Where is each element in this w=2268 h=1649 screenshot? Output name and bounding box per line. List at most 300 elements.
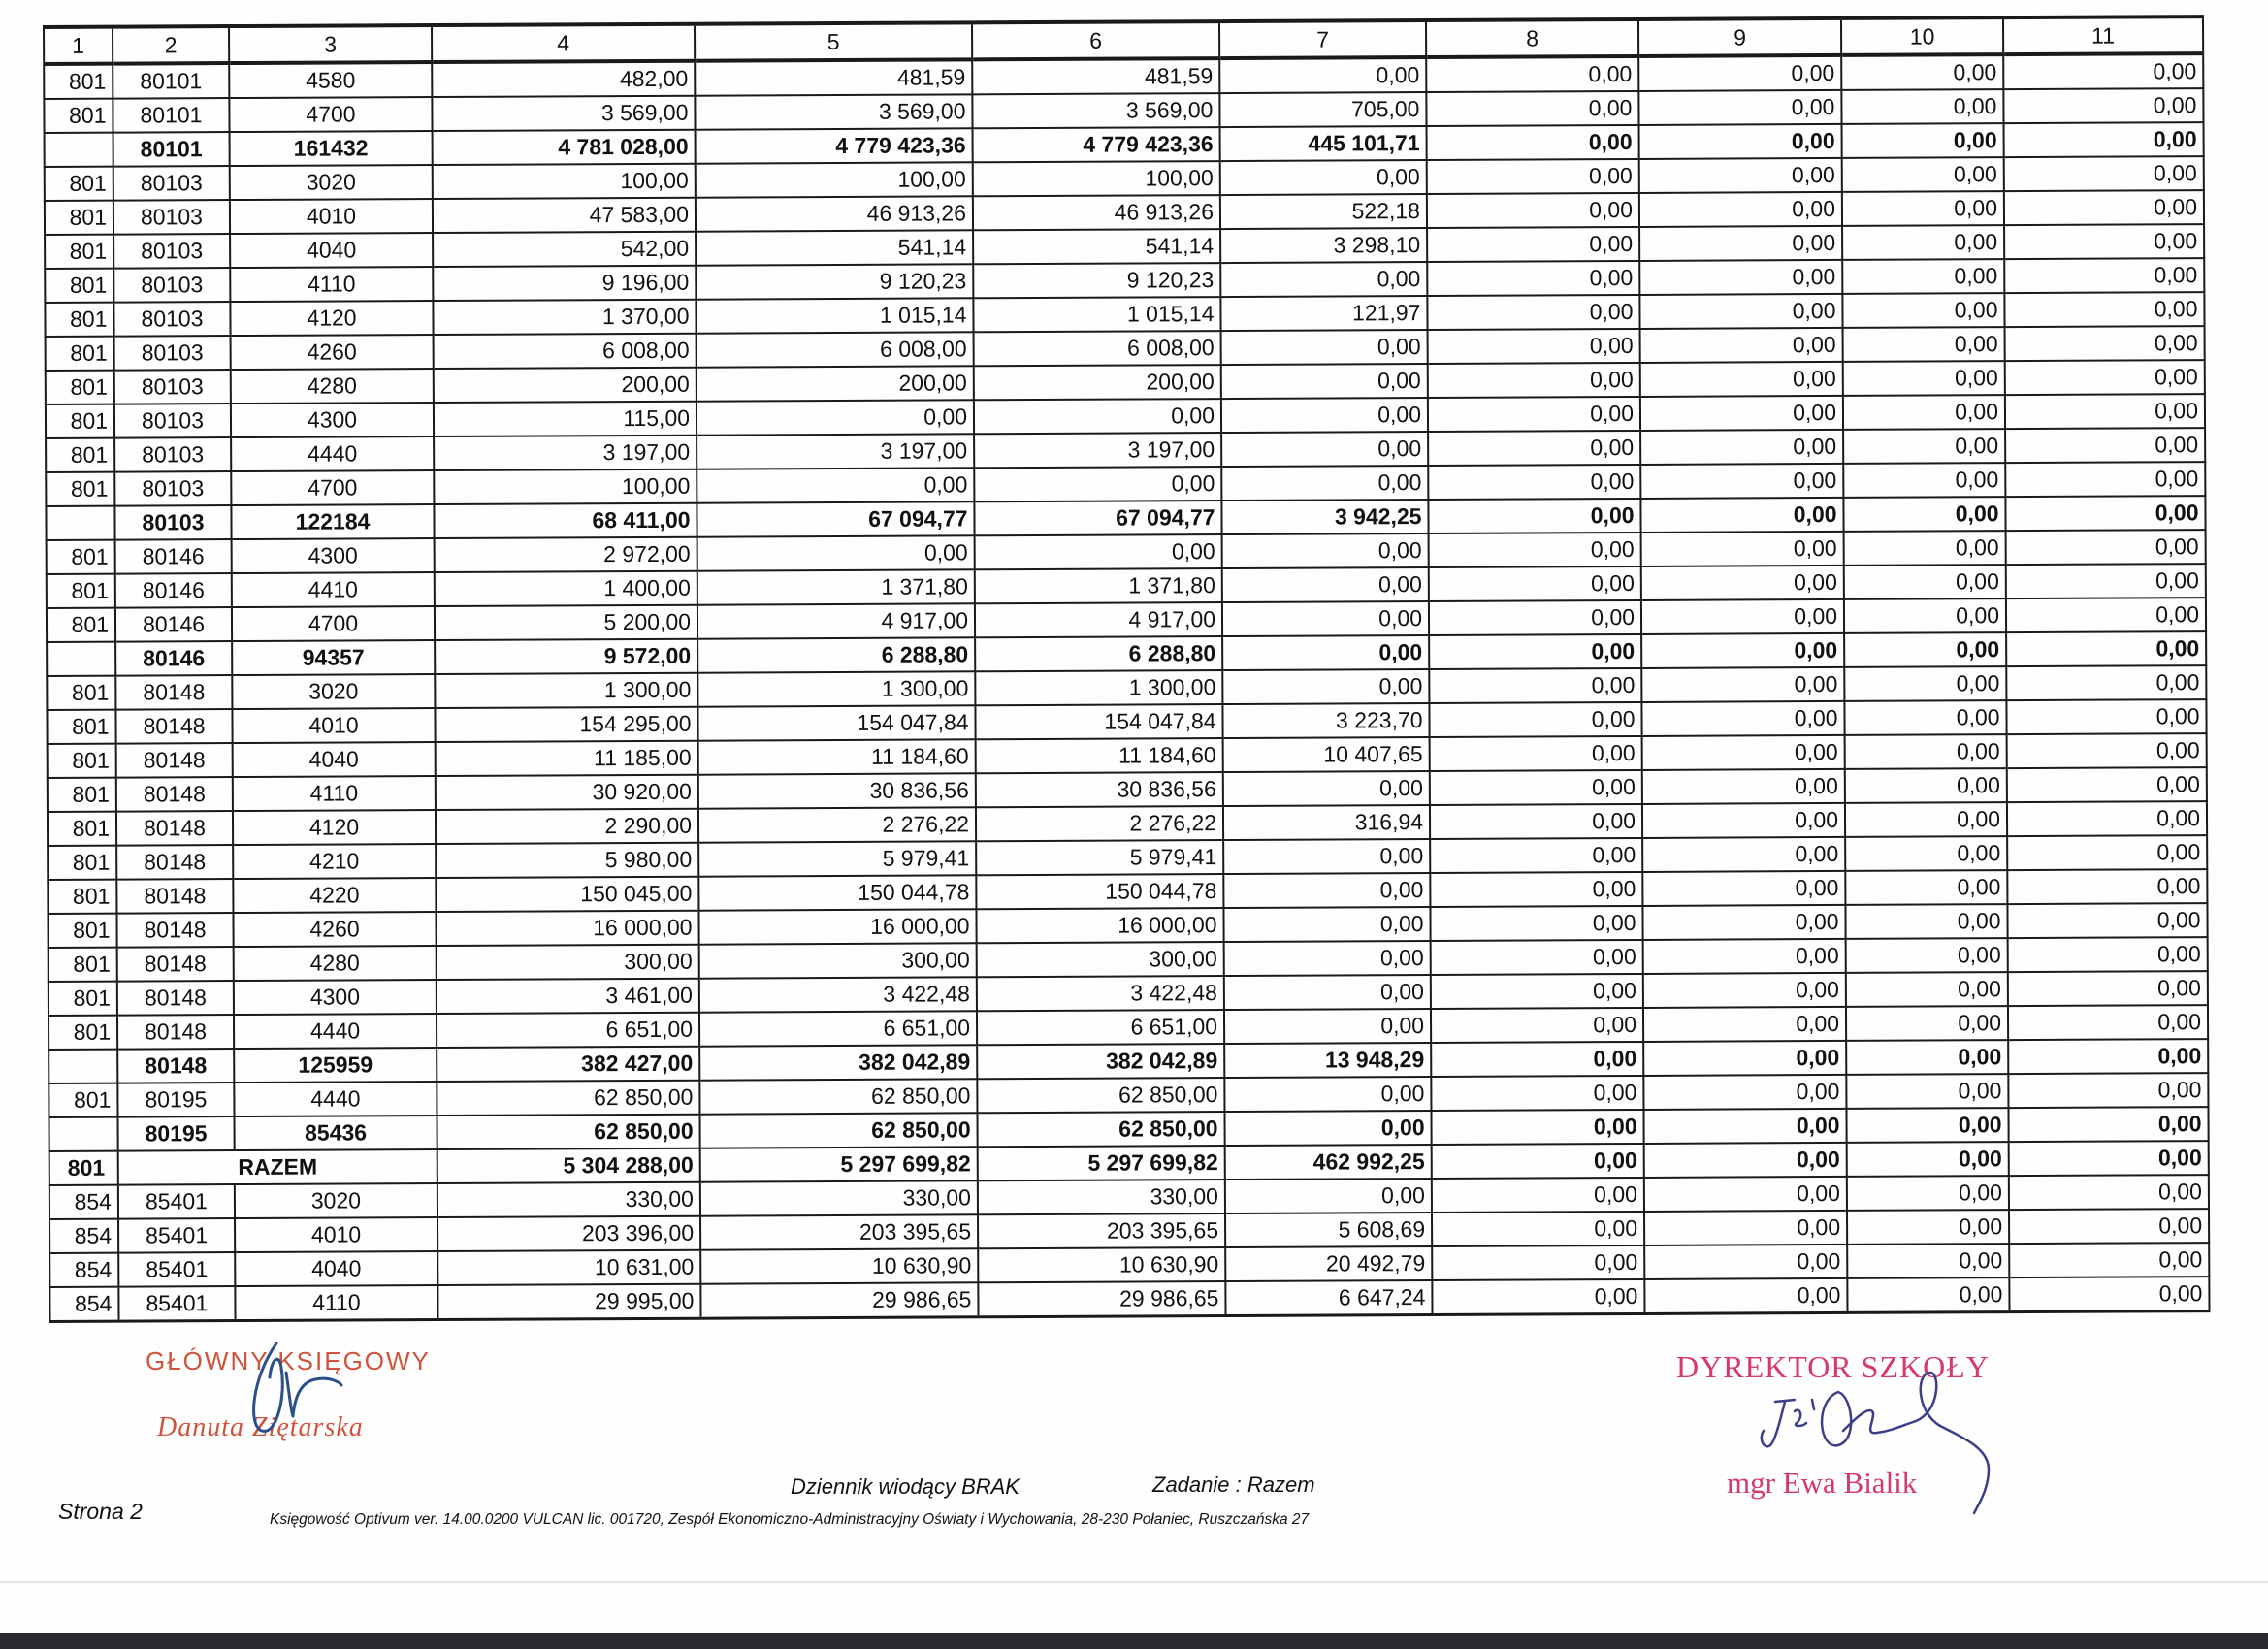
budget-ledger-table — [43, 15, 2211, 1323]
amount-cell: 0,00 — [2009, 1243, 2209, 1277]
section-total-label: RAZEM — [118, 1149, 437, 1185]
amount-cell: 3 422,48 — [699, 977, 977, 1012]
amount-cell: 0,00 — [2003, 53, 2203, 89]
section-cell: 801 — [49, 1016, 117, 1050]
amount-cell: 0,00 — [1642, 803, 1845, 838]
amount-cell: 1 371,80 — [975, 568, 1222, 603]
amount-cell: 0,00 — [1221, 330, 1428, 365]
amount-cell: 0,00 — [1431, 1008, 1643, 1043]
journal-label: Dziennik wiodący BRAK — [791, 1474, 1020, 1499]
chapter-cell: 80103 — [113, 268, 230, 303]
amount-cell: 200,00 — [697, 366, 974, 401]
paragraph-cell: 4040 — [233, 742, 436, 777]
section-cell: 801 — [45, 167, 113, 201]
amount-cell: 0,00 — [1643, 939, 1846, 974]
amount-cell: 6 008,00 — [697, 332, 974, 367]
chapter-cell: 80101 — [113, 98, 229, 133]
amount-cell: 0,00 — [1221, 432, 1428, 467]
amount-cell: 382 427,00 — [437, 1047, 699, 1082]
amount-cell: 300,00 — [699, 943, 977, 978]
amount-cell: 0,00 — [2005, 462, 2205, 497]
chapter-cell: 80148 — [116, 743, 233, 778]
amount-cell: 0,00 — [1843, 497, 2005, 532]
amount-cell: 0,00 — [1843, 463, 2005, 498]
amount-cell: 30 836,56 — [698, 773, 976, 808]
chapter-cell: 80103 — [113, 166, 230, 201]
amount-cell: 0,00 — [1221, 398, 1428, 433]
amount-cell: 3 569,00 — [972, 93, 1219, 128]
amount-cell: 0,00 — [1845, 836, 2007, 871]
amount-cell: 0,00 — [1642, 871, 1845, 906]
amount-cell: 0,00 — [1426, 56, 1638, 92]
director-stamp — [1669, 1343, 2076, 1518]
amount-cell: 150 045,00 — [436, 877, 698, 912]
amount-cell: 0,00 — [1222, 601, 1429, 636]
amount-cell: 0,00 — [1846, 1074, 2008, 1109]
amount-cell: 4 781 028,00 — [433, 130, 696, 165]
amount-cell: 0,00 — [1644, 1177, 1847, 1212]
amount-cell: 0,00 — [1846, 972, 2008, 1007]
amount-cell: 1 300,00 — [435, 673, 697, 708]
section-cell: 801 — [48, 846, 116, 880]
stamp-name: Danuta Ziętarska — [157, 1412, 364, 1442]
amount-cell: 0,00 — [1640, 362, 1843, 397]
chapter-cell: 80195 — [118, 1116, 235, 1151]
chapter-cell: 80148 — [116, 777, 233, 812]
amount-cell: 0,00 — [1844, 531, 2006, 566]
amount-cell: 0,00 — [1432, 1245, 1644, 1280]
amount-cell: 4 917,00 — [975, 602, 1222, 637]
amount-cell: 4 779 423,36 — [973, 127, 1220, 162]
chapter-cell: 80195 — [117, 1083, 234, 1117]
amount-cell: 0,00 — [1224, 1111, 1431, 1146]
chapter-cell: 80148 — [116, 913, 233, 948]
amount-cell: 150 044,78 — [698, 875, 976, 910]
amount-cell: 0,00 — [1639, 294, 1842, 329]
amount-cell: 0,00 — [2007, 903, 2207, 938]
amount-cell: 3 197,00 — [434, 436, 697, 470]
amount-cell: 11 184,60 — [698, 739, 976, 774]
amount-cell: 0,00 — [2008, 971, 2208, 1006]
section-cell: 801 — [48, 744, 116, 778]
amount-cell: 0,00 — [1846, 1108, 2008, 1143]
amount-cell: 0,00 — [2006, 665, 2206, 700]
amount-cell: 541,14 — [973, 229, 1220, 264]
amount-cell: 2 276,22 — [976, 806, 1223, 841]
paragraph-cell: 4440 — [234, 1014, 437, 1049]
amount-cell: 0,00 — [1428, 363, 1640, 398]
chief-accountant-stamp — [136, 1339, 485, 1455]
amount-cell: 0,00 — [1641, 633, 1844, 668]
section-cell: 801 — [44, 99, 113, 133]
amount-cell: 0,00 — [1844, 700, 2006, 735]
amount-cell: 0,00 — [1429, 702, 1641, 737]
column-header: 9 — [1638, 18, 1841, 56]
paragraph-cell: 4040 — [230, 233, 433, 268]
paragraph-cell: 4300 — [232, 538, 435, 573]
amount-cell: 46 913,26 — [696, 196, 973, 231]
amount-cell: 62 850,00 — [699, 1113, 977, 1148]
amount-cell: 541,14 — [696, 230, 973, 265]
amount-cell: 0,00 — [1847, 1210, 2009, 1245]
amount-cell: 0,00 — [1641, 566, 1844, 600]
amount-cell: 0,00 — [1223, 873, 1430, 908]
amount-cell: 11 184,60 — [976, 738, 1223, 773]
amount-cell: 0,00 — [1430, 906, 1642, 941]
amount-cell: 0,00 — [1432, 1279, 1644, 1315]
amount-cell: 0,00 — [2005, 360, 2205, 395]
amount-cell: 0,00 — [2006, 564, 2206, 598]
amount-cell: 46 913,26 — [973, 195, 1220, 230]
chapter-cell: 80148 — [116, 845, 233, 880]
paragraph-cell: 4120 — [233, 810, 436, 845]
amount-cell: 5 304 288,00 — [437, 1148, 700, 1183]
section-cell: 801 — [47, 608, 115, 642]
amount-cell: 0,00 — [1639, 226, 1842, 261]
amount-cell: 9 120,23 — [696, 264, 973, 299]
section-cell: 801 — [45, 269, 113, 303]
section-cell: 854 — [49, 1287, 118, 1322]
amount-cell: 154 295,00 — [435, 707, 697, 742]
paragraph-cell: 4280 — [231, 369, 434, 404]
amount-cell: 67 094,77 — [697, 501, 974, 536]
paragraph-cell: 4120 — [230, 301, 433, 336]
amount-cell: 0,00 — [1639, 158, 1842, 193]
amount-cell: 62 850,00 — [437, 1115, 699, 1149]
paragraph-cell: 94357 — [232, 640, 435, 675]
amount-cell: 0,00 — [2009, 1209, 2209, 1244]
amount-cell: 5 608,69 — [1225, 1212, 1432, 1247]
amount-cell: 0,00 — [1223, 771, 1430, 806]
amount-cell: 0,00 — [1844, 565, 2006, 599]
chapter-cell: 80103 — [113, 200, 230, 235]
chapter-cell: 80148 — [116, 811, 233, 846]
section-cell: 801 — [46, 472, 114, 506]
amount-cell: 0,00 — [2009, 1277, 2209, 1312]
chapter-cell: 80101 — [113, 63, 229, 99]
amount-cell: 5 297 699,82 — [978, 1146, 1225, 1180]
amount-cell: 0,00 — [1644, 1143, 1847, 1178]
amount-cell: 0,00 — [1427, 193, 1639, 228]
amount-cell: 0,00 — [1221, 466, 1428, 501]
amount-cell: 0,00 — [1432, 1144, 1644, 1179]
amount-cell: 0,00 — [1643, 1041, 1846, 1076]
amount-cell: 0,00 — [1432, 1178, 1644, 1212]
amount-cell: 121,97 — [1220, 296, 1427, 331]
amount-cell: 3 942,25 — [1221, 500, 1428, 534]
section-cell: 801 — [47, 574, 115, 608]
amount-cell: 5 200,00 — [435, 605, 697, 640]
chapter-cell: 80103 — [114, 370, 231, 404]
section-cell: 801 — [48, 812, 116, 846]
paragraph-cell: 4700 — [232, 606, 435, 641]
amount-cell: 542,00 — [433, 232, 696, 267]
paragraph-cell: 4580 — [229, 62, 432, 98]
amount-cell: 0,00 — [1224, 1009, 1431, 1044]
amount-cell: 0,00 — [1843, 327, 2005, 362]
amount-cell: 0,00 — [1222, 567, 1429, 602]
ledger-body — [44, 53, 2209, 1321]
paragraph-cell: 4210 — [233, 844, 436, 879]
amount-cell: 67 094,77 — [974, 501, 1221, 535]
amount-cell: 0,00 — [1430, 804, 1642, 839]
amount-cell: 0,00 — [1844, 632, 2006, 667]
section-cell: 801 — [47, 676, 115, 710]
amount-cell: 0,00 — [2004, 156, 2204, 191]
amount-cell: 29 995,00 — [437, 1284, 700, 1320]
amount-cell: 3 197,00 — [697, 434, 974, 469]
amount-cell: 705,00 — [1219, 92, 1426, 127]
amount-cell: 1 400,00 — [435, 571, 697, 606]
chapter-cell: 80103 — [114, 336, 231, 371]
amount-cell: 0,00 — [1427, 125, 1639, 160]
amount-cell: 154 047,84 — [975, 704, 1222, 739]
amount-cell: 1 015,14 — [973, 297, 1220, 332]
amount-cell: 0,00 — [1845, 904, 2007, 939]
amount-cell: 10 631,00 — [437, 1250, 700, 1285]
amount-cell: 0,00 — [2008, 1073, 2208, 1108]
amount-cell: 3 197,00 — [974, 433, 1221, 468]
amount-cell: 0,00 — [1841, 89, 2003, 124]
amount-cell: 0,00 — [1219, 57, 1426, 93]
amount-cell: 0,00 — [2004, 224, 2204, 259]
paragraph-cell: 4220 — [233, 878, 436, 913]
paragraph-cell: 4110 — [230, 267, 433, 302]
amount-cell: 0,00 — [1844, 666, 2006, 701]
amount-cell: 0,00 — [1642, 735, 1845, 770]
amount-cell: 0,00 — [1431, 1076, 1643, 1111]
amount-cell: 0,00 — [2009, 1175, 2209, 1210]
amount-cell: 0,00 — [697, 468, 974, 502]
chapter-cell: 80148 — [116, 879, 233, 914]
amount-cell: 68 411,00 — [434, 503, 697, 538]
amount-cell: 0,00 — [2004, 122, 2204, 157]
amount-cell: 115,00 — [434, 402, 697, 436]
amount-cell: 0,00 — [1843, 429, 2005, 464]
amount-cell: 0,00 — [697, 535, 975, 570]
paragraph-cell: 4110 — [233, 776, 436, 811]
chapter-cell: 80148 — [117, 947, 234, 982]
amount-cell: 0,00 — [2007, 835, 2207, 870]
amount-cell: 0,00 — [2007, 733, 2207, 768]
amount-cell: 0,00 — [1842, 157, 2004, 192]
amount-cell: 0,00 — [2005, 428, 2205, 463]
amount-cell: 0,00 — [1846, 1006, 2008, 1041]
amount-cell: 0,00 — [1222, 669, 1429, 704]
amount-cell: 0,00 — [1430, 838, 1642, 873]
amount-cell: 0,00 — [1842, 123, 2004, 158]
amount-cell: 462 992,25 — [1225, 1145, 1432, 1180]
chapter-cell: 80148 — [117, 1049, 234, 1083]
amount-cell: 0,00 — [1428, 397, 1640, 432]
amount-cell: 0,00 — [1641, 599, 1844, 634]
paragraph-cell: 4700 — [231, 470, 434, 505]
amount-cell: 47 583,00 — [433, 198, 696, 233]
amount-cell: 0,00 — [1639, 260, 1842, 295]
amount-cell: 0,00 — [1430, 872, 1642, 907]
amount-cell: 482,00 — [432, 61, 695, 97]
amount-cell: 0,00 — [1640, 464, 1843, 499]
section-cell: 801 — [49, 948, 117, 982]
amount-cell: 0,00 — [1224, 1077, 1431, 1112]
amount-cell: 0,00 — [1847, 1244, 2009, 1278]
amount-cell: 0,00 — [1221, 364, 1428, 399]
section-cell: 801 — [45, 303, 113, 337]
section-cell: 801 — [48, 880, 116, 914]
column-header: 4 — [432, 24, 695, 62]
amount-cell: 0,00 — [2008, 1107, 2208, 1142]
amount-cell: 11 185,00 — [436, 741, 698, 776]
amount-cell: 0,00 — [1429, 533, 1641, 567]
section-cell: 801 — [47, 710, 115, 744]
amount-cell: 62 850,00 — [977, 1112, 1224, 1147]
amount-cell: 0,00 — [1643, 1075, 1846, 1110]
amount-cell: 0,00 — [1843, 395, 2005, 430]
task-label: Zadanie : Razem — [1152, 1472, 1315, 1497]
amount-cell: 0,00 — [1641, 701, 1844, 736]
amount-cell: 0,00 — [1845, 802, 2007, 837]
scan-fold-line — [0, 1581, 2268, 1583]
column-header: 1 — [44, 27, 113, 64]
amount-cell: 0,00 — [1220, 160, 1427, 195]
amount-cell: 1 370,00 — [433, 300, 696, 335]
amount-cell: 150 044,78 — [976, 874, 1223, 909]
amount-cell: 1 371,80 — [697, 569, 975, 604]
amount-cell: 382 042,89 — [699, 1045, 977, 1080]
amount-cell: 0,00 — [1428, 431, 1640, 466]
amount-cell: 0,00 — [1845, 768, 2007, 803]
amount-cell: 0,00 — [1844, 598, 2006, 633]
amount-cell: 9 120,23 — [973, 263, 1220, 298]
amount-cell: 0,00 — [1428, 499, 1640, 534]
amount-cell: 0,00 — [2008, 937, 2208, 972]
paragraph-cell: 3020 — [235, 1183, 437, 1218]
amount-cell: 200,00 — [434, 368, 697, 403]
amount-cell: 0,00 — [1429, 634, 1641, 669]
section-cell: 801 — [48, 914, 116, 948]
amount-cell: 13 948,29 — [1224, 1043, 1431, 1078]
amount-cell: 2 290,00 — [436, 809, 698, 844]
amount-cell: 100,00 — [433, 164, 696, 199]
paragraph-cell: 4280 — [234, 946, 437, 981]
amount-cell: 0,00 — [2004, 190, 2204, 225]
paragraph-cell: 4300 — [231, 403, 434, 437]
amount-cell: 0,00 — [1641, 532, 1844, 566]
amount-cell: 62 850,00 — [699, 1079, 977, 1114]
column-header: 3 — [229, 25, 432, 63]
amount-cell: 0,00 — [974, 399, 1221, 434]
section-cell: 801 — [46, 438, 114, 472]
amount-cell: 0,00 — [1429, 668, 1641, 703]
column-header: 5 — [695, 22, 972, 60]
handwritten-signature-icon — [1746, 1363, 2057, 1518]
chapter-cell: 80101 — [113, 132, 230, 167]
section-cell — [47, 642, 115, 676]
section-cell — [45, 133, 113, 167]
amount-cell: 16 000,00 — [976, 908, 1223, 943]
section-cell: 854 — [49, 1253, 118, 1287]
amount-cell: 0,00 — [1222, 534, 1429, 568]
chapter-cell: 80148 — [115, 675, 232, 710]
amount-cell: 0,00 — [1847, 1176, 2009, 1211]
column-header: 2 — [113, 26, 229, 64]
amount-cell: 6 651,00 — [977, 1010, 1224, 1045]
amount-cell: 3 461,00 — [437, 979, 699, 1014]
column-header: 7 — [1219, 20, 1426, 58]
paragraph-cell: 4010 — [230, 199, 433, 234]
amount-cell: 0,00 — [1640, 328, 1843, 363]
paragraph-cell: 4410 — [232, 572, 435, 607]
amount-cell: 0,00 — [1427, 227, 1639, 262]
stamp-name: mgr Ewa Bialik — [1727, 1466, 1918, 1500]
amount-cell: 316,94 — [1223, 805, 1430, 840]
amount-cell: 0,00 — [1638, 55, 1841, 91]
chapter-cell: 85401 — [118, 1218, 235, 1253]
amount-cell: 10 630,90 — [700, 1248, 978, 1283]
amount-cell: 6 288,80 — [697, 637, 975, 672]
amount-cell: 0,00 — [1220, 262, 1427, 297]
amount-cell: 5 979,41 — [698, 841, 976, 876]
amount-cell: 0,00 — [1642, 905, 1845, 940]
paragraph-cell: 4260 — [233, 912, 436, 947]
amount-cell: 0,00 — [1224, 941, 1431, 976]
amount-cell: 0,00 — [1432, 1212, 1644, 1246]
chapter-cell: 80103 — [113, 302, 230, 337]
amount-cell: 0,00 — [1843, 361, 2005, 396]
paragraph-cell: 85436 — [235, 1116, 437, 1150]
amount-cell: 0,00 — [1431, 1042, 1643, 1077]
amount-cell: 6 651,00 — [437, 1013, 699, 1048]
amount-cell: 10 407,65 — [1223, 737, 1430, 772]
amount-cell: 2 972,00 — [435, 537, 697, 572]
paragraph-cell: 4440 — [231, 436, 434, 471]
section-cell: 801 — [44, 64, 113, 99]
amount-cell: 0,00 — [2007, 767, 2207, 802]
section-cell: 801 — [46, 337, 114, 371]
amount-cell: 0,00 — [1224, 975, 1431, 1010]
amount-cell: 330,00 — [437, 1182, 700, 1217]
amount-cell: 0,00 — [1846, 1040, 2008, 1075]
amount-cell: 0,00 — [1428, 465, 1640, 500]
amount-cell: 16 000,00 — [436, 911, 698, 946]
amount-cell: 0,00 — [2008, 1039, 2208, 1074]
amount-cell: 0,00 — [1846, 938, 2008, 973]
chapter-cell: 85401 — [118, 1184, 235, 1219]
amount-cell: 0,00 — [1841, 54, 2003, 90]
amount-cell: 0,00 — [1431, 940, 1643, 975]
amount-cell: 0,00 — [1640, 498, 1843, 533]
section-cell: 801 — [49, 982, 117, 1016]
amount-cell: 4 779 423,36 — [696, 128, 973, 163]
amount-cell: 0,00 — [1222, 635, 1429, 670]
section-cell — [49, 1050, 117, 1083]
amount-cell: 0,00 — [2004, 292, 2204, 327]
amount-cell: 445 101,71 — [1220, 126, 1427, 161]
amount-cell: 0,00 — [1643, 973, 1846, 1008]
amount-cell: 3 569,00 — [695, 94, 972, 129]
chapter-cell: 80146 — [115, 573, 232, 608]
chapter-cell: 85401 — [118, 1286, 235, 1321]
page-number: Strona 2 — [58, 1499, 143, 1524]
amount-cell: 0,00 — [1847, 1277, 2009, 1312]
section-cell: 801 — [45, 201, 113, 235]
chapter-cell: 80146 — [115, 607, 232, 642]
chapter-cell: 80148 — [117, 981, 234, 1016]
amount-cell: 1 300,00 — [975, 670, 1222, 705]
chapter-cell: 80103 — [114, 437, 231, 472]
amount-cell: 29 986,65 — [978, 1281, 1225, 1317]
section-code-cell: 801 — [49, 1151, 118, 1185]
